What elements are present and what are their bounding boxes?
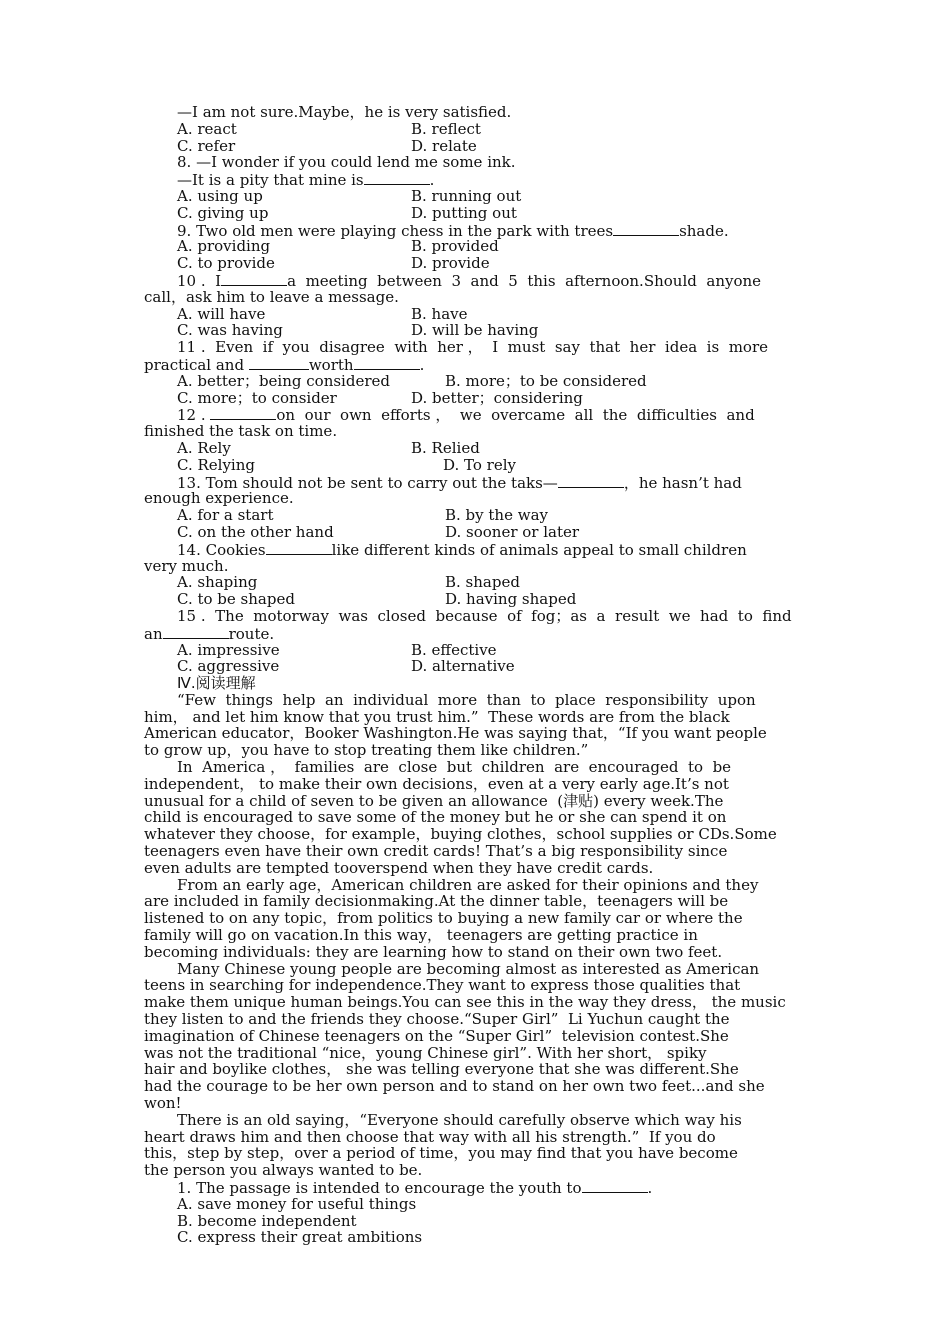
passage-line: From an early age，American children are asked for their opinions and they (177, 875, 759, 894)
q14-stem-2: very much. (144, 556, 229, 575)
q10-stem-text: a meeting between 3 and 5 this afternoon.Should anyone (287, 271, 762, 290)
q11-option-b: B. more；to be considered (445, 371, 647, 390)
q14-option-c: C. to be shaped (177, 590, 295, 609)
passage-line: family will go on vacation.In this way， teenagers are getting practice in (144, 926, 698, 945)
q9-option-c: C. to provide (177, 254, 275, 273)
q11-option-d: D. better；considering (411, 388, 583, 407)
answer-blank (582, 1179, 648, 1193)
q11-option-a: A. better；being considered (177, 371, 390, 390)
q13-stem-2: enough experience. (144, 489, 294, 508)
q13-stem-text: 13. Tom should not be sent to carry out the taks— (177, 473, 558, 492)
q15-options-row-1 (144, 642, 806, 659)
q10-option-d: D. will be having (411, 321, 539, 340)
passage-line: was not the traditional “nice，young Chinese girl”. With her short， spiky (144, 1043, 707, 1062)
answer-blank (249, 356, 309, 370)
q12-option-a: A. Rely (177, 438, 231, 457)
q11-option-c: C. more；to consider (177, 388, 337, 407)
passage-line: teens in searching for independence.They want to express those qualities that (144, 976, 741, 995)
answer-blank (558, 474, 624, 488)
q14-option-a: A. shaping (177, 573, 258, 592)
answer-blank (364, 171, 430, 185)
q15-option-c: C. aggressive (177, 657, 280, 676)
q12-number: 12 . (177, 406, 211, 425)
q7-options-row-1 (144, 121, 806, 138)
q8-stem-text: —It is a pity that mine is (177, 171, 364, 190)
passage-line: the person you always wanted to be. (144, 1161, 423, 1180)
passage-line: even adults are tempted tooverspend when they have credit cards. (144, 858, 654, 877)
answer-blank (210, 406, 276, 420)
q9-stem-end: shade. (679, 221, 729, 240)
passage-line: whatever they choose，for example，buying clothes，school supplies or CDs.Some (144, 825, 777, 844)
q9-options-row-1 (144, 238, 806, 255)
passage-line: independent， to make their own decisions，even at a very early age.It’s not (144, 774, 729, 793)
q10-stem-2: call，ask him to leave a message. (144, 287, 399, 306)
q12-option-b: B. Relied (411, 438, 480, 457)
q13-option-c: C. on the other hand (177, 522, 334, 541)
q15-option-b: B. effective (411, 640, 497, 659)
q9-stem-text: 9. Two old men were playing chess in the park with trees (177, 221, 614, 240)
section-heading: Ⅳ.阅读理解 (177, 674, 256, 693)
q7-option-a: A. react (177, 119, 237, 138)
q13-option-b: B. by the way (445, 506, 548, 525)
q8-stem-2 (144, 171, 806, 188)
q15-option-a: A. impressive (177, 640, 280, 659)
passage-line: heart draws him and then choose that way with all his strength.” If you do (144, 1127, 716, 1146)
q15-stem-1: 15 . The motorway was closed because of fog；as a result we had to find (177, 606, 792, 625)
q14-options-row-1 (144, 574, 806, 591)
rq1-option-a: A. save money for useful things (177, 1194, 417, 1213)
q10-options-row-2 (144, 322, 806, 339)
passage-line: teenagers even have their own credit cards! That’s a big responsibility since (144, 842, 728, 861)
q14-stem-end: like different kinds of animals appeal to small children (331, 540, 747, 559)
passage-line: unusual for a child of seven to be given an allowance (津贴) every week.The (144, 791, 724, 810)
q9-stem (144, 222, 806, 239)
q12-option-d: D. To rely (443, 455, 516, 474)
q11-stem-worth: worth (308, 355, 354, 374)
q8-option-b: B. running out (411, 186, 522, 205)
q8-stem-end: . (429, 171, 435, 190)
passage-line: him， and let him know that you trust him.” These words are from the black (144, 707, 730, 726)
passage-line: they listen to and the friends they choose.“Super Girl” Li Yuchun caught the (144, 1010, 730, 1029)
q12-stem-text: on our own efforts ， we overcame all the difficulties and (276, 406, 755, 425)
passage-line: imagination of Chinese teenagers on the “Super Girl” television contest.She (144, 1026, 729, 1045)
passage-line: child is encouraged to save some of the money but he or she can spend it on (144, 808, 727, 827)
q8-options-row-1 (144, 188, 806, 205)
q11-stem-2 (144, 356, 806, 373)
q9-option-b: B. provided (411, 237, 499, 256)
q15-stem-end: route. (228, 624, 275, 643)
passage-line: Many Chinese young people are becoming almost as interested as American (177, 959, 760, 978)
q8-option-a: A. using up (177, 186, 263, 205)
page-content (144, 104, 806, 1246)
rq1-option-c: C. express their great ambitions (177, 1228, 423, 1247)
answer-blank (266, 541, 332, 555)
q14-stem-text: 14. Cookies (177, 540, 266, 559)
q10-stem-1 (144, 272, 806, 289)
passage-line: hair and boylike clothes， she was telling everyone that she was different.She (144, 1060, 739, 1079)
q15-stem-2 (144, 625, 806, 642)
q7-option-d: D. relate (411, 136, 477, 155)
q11-options-row-2 (144, 390, 806, 407)
passage-line: make them unique human beings.You can see this in the way they dress， the music (144, 993, 786, 1012)
q12-options-row-2 (144, 457, 806, 474)
q11-options-row-1 (144, 373, 806, 390)
q15-stem-text: an (144, 624, 163, 643)
q15-options-row-2 (144, 658, 806, 675)
q7-reply: —I am not sure.Maybe，he is very satisfied. (177, 103, 512, 121)
q10-option-a: A. will have (177, 304, 266, 323)
rq1-option-b: B. become independent (177, 1211, 357, 1230)
q13-option-a: A. for a start (177, 506, 274, 525)
passage-line: this，step by step，over a period of time，you may find that you have become (144, 1144, 738, 1163)
rq1-stem-end: . (647, 1179, 653, 1197)
passage-line: “Few things help an individual more than to place responsibility upon (177, 690, 756, 709)
q13-options-row-1 (144, 507, 806, 524)
q7-option-b: B. reflect (411, 119, 481, 138)
q13-stem-end: ，he hasn’t had (623, 473, 742, 492)
passage-line: There is an old saying，“Everyone should carefully observe which way his (177, 1110, 742, 1129)
q12-stem-1 (144, 406, 806, 423)
q13-option-d: D. sooner or later (445, 522, 580, 541)
q9-option-d: D. provide (411, 254, 490, 273)
answer-blank (163, 625, 229, 639)
q14-stem-1 (144, 541, 806, 558)
q13-options-row-2 (144, 524, 806, 541)
reading-passage (144, 692, 806, 1179)
q14-options-row-2 (144, 591, 806, 608)
rq1-stem-text: 1. The passage is intended to encourage the youth to (177, 1179, 582, 1197)
q14-option-b: B. shaped (445, 573, 520, 592)
q9-option-a: A. providing (177, 237, 271, 256)
q11-stem-text: practical and (144, 355, 249, 374)
passage-line: becoming individuals: they are learning how to stand on their own two feet. (144, 942, 723, 961)
passage-line: to grow up，you have to stop treating them like children.” (144, 741, 589, 760)
passage-line: had the courage to be her own person and to stand on her own two feet...and she (144, 1077, 765, 1096)
answer-blank (613, 222, 679, 236)
rq1-stem (144, 1179, 806, 1196)
passage-line: American educator，Booker Washington.He was saying that，“If you want people (144, 724, 767, 743)
q14-option-d: D. having shaped (445, 590, 577, 609)
q7-options-row-2 (144, 138, 806, 155)
q10-option-c: C. was having (177, 321, 283, 340)
q11-stem-1: 11 . Even if you disagree with her ， I must say that her idea is more (177, 338, 769, 357)
answer-blank (354, 356, 420, 370)
q8-option-c: C. giving up (177, 203, 269, 222)
q7-option-c: C. refer (177, 136, 236, 155)
q12-option-c: C. Relying (177, 455, 255, 474)
q9-options-row-2 (144, 255, 806, 272)
q15-option-d: D. alternative (411, 657, 515, 676)
q11-stem-end: . (419, 355, 425, 374)
q8-option-d: D. putting out (411, 203, 517, 222)
q12-options-row-1 (144, 440, 806, 457)
answer-blank (221, 272, 287, 286)
q8-stem-1: 8. —I wonder if you could lend me some ink. (177, 153, 516, 172)
q10-number: 10 . I (177, 271, 222, 290)
q8-options-row-2 (144, 205, 806, 222)
q10-option-b: B. have (411, 304, 468, 323)
passage-line: won! (144, 1094, 182, 1113)
q10-options-row-1 (144, 306, 806, 323)
q12-stem-2: finished the task on time. (144, 422, 338, 441)
passage-line: In America ， families are close but children are encouraged to be (177, 758, 732, 777)
passage-line: are included in family decisionmaking.At the dinner table，teenagers will be (144, 892, 729, 911)
passage-line: listened to on any topic，from politics to buying a new family car or where the (144, 909, 743, 928)
q13-stem-1 (144, 474, 806, 491)
